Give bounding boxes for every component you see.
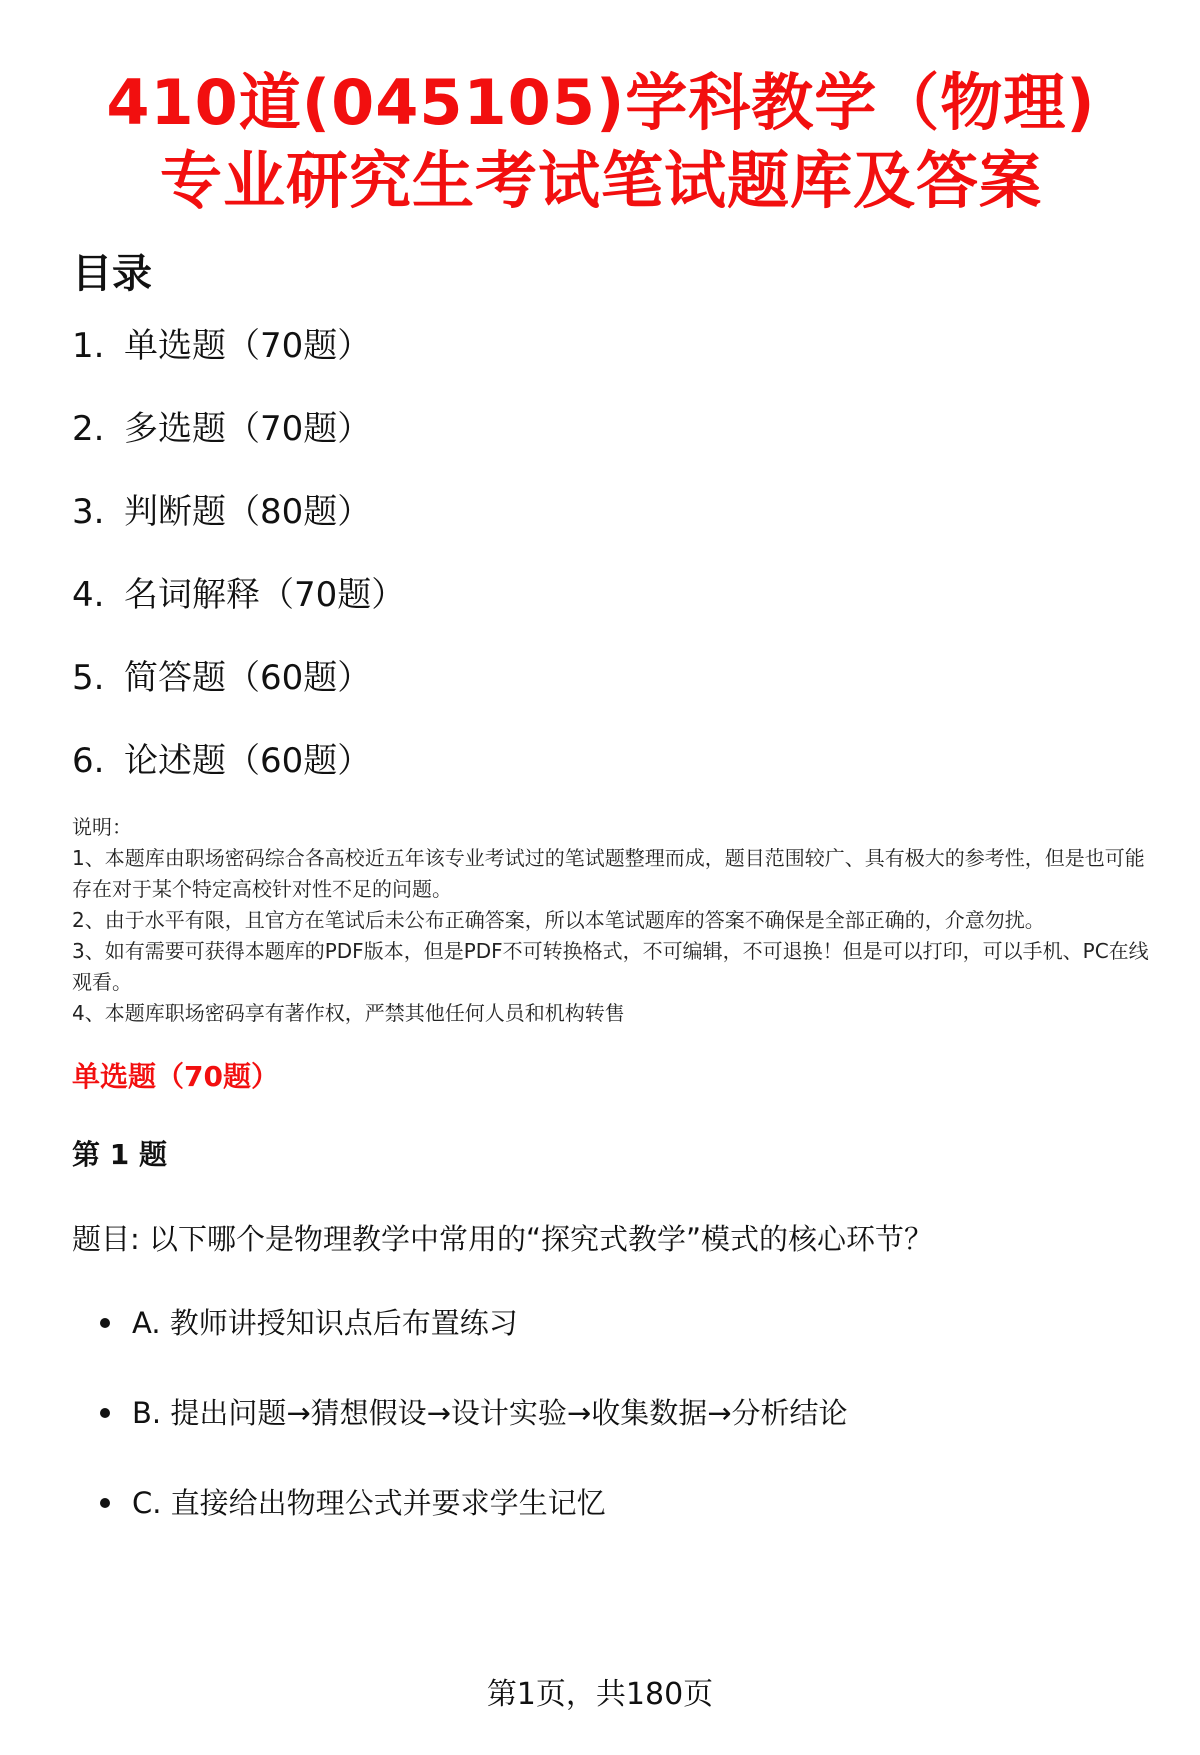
toc-item [72, 324, 1130, 368]
title-line-2: 专业研究生考试笔试题库及答案 [159, 144, 1042, 217]
answer-option [72, 1483, 1130, 1523]
toc-item-number: 6. [72, 741, 105, 781]
toc-item-label: 单选题（70题） [124, 326, 372, 366]
bullet-icon [100, 1408, 110, 1418]
notes-heading: 说明： [72, 815, 132, 839]
page-footer: 第1页，共180页 [486, 1677, 714, 1712]
question-stem: 题目: 以下哪个是物理教学中常用的“探究式教学”模式的核心环节？ [72, 1222, 934, 1256]
note-item: 2、由于水平有限，且官方在笔试后未公布正确答案，所以本笔试题库的答案不确保是全部正确的，介意勿扰。 [72, 908, 1045, 932]
toc-item-label: 判断题（80题） [124, 492, 372, 532]
toc-item-label: 多选题（70题） [124, 409, 372, 449]
document-title [72, 64, 1130, 220]
table-of-contents [72, 324, 1130, 783]
bullet-icon [100, 1498, 110, 1508]
note-item: 4、本题库职场密码享有著作权，严禁其他任何人员和机构转售 [72, 1001, 625, 1025]
toc-item-number: 5. [72, 658, 105, 698]
answer-option-text: C. 直接给出物理公式并要求学生记忆 [132, 1486, 606, 1520]
toc-item-number: 3. [72, 492, 105, 532]
toc-item-number: 4. [72, 575, 105, 615]
toc-item-label: 名词解释（70题） [124, 575, 406, 615]
answer-option-text: A. 教师讲授知识点后布置练习 [132, 1306, 518, 1340]
question-number: 第 1 题 [72, 1138, 167, 1171]
notes-block [72, 812, 1162, 1029]
answer-option [72, 1393, 1130, 1433]
toc-item [72, 407, 1130, 451]
toc-item-number: 2. [72, 409, 105, 449]
note-item: 1、本题库由职场密码综合各高校近五年该专业考试过的笔试题整理而成，题目范围较广、具有极大的参考性，但是也可能存在对于某个特定高校针对性不足的问题。 [72, 846, 1145, 901]
answer-option-text: B. 提出问题→猜想假设→设计实验→收集数据→分析结论 [132, 1396, 848, 1430]
toc-item [72, 656, 1130, 700]
toc-item-label: 简答题（60题） [124, 658, 372, 698]
title-line-1: 410道(045105)学科教学（物理) [106, 66, 1096, 139]
answer-option [72, 1303, 1130, 1343]
toc-item-number: 1. [72, 326, 105, 366]
section-heading: 单选题（70题） [72, 1060, 279, 1093]
toc-heading: 目录 [72, 251, 152, 297]
toc-item [72, 739, 1130, 783]
note-item: 3、如有需要可获得本题库的PDF版本，但是PDF不可转换格式，不可编辑，不可退换！但是可以打印，可以手机、PC在线观看。 [72, 939, 1149, 994]
answer-options [72, 1303, 1130, 1523]
toc-item-label: 论述题（60题） [124, 741, 372, 781]
bullet-icon [100, 1318, 110, 1328]
toc-item [72, 490, 1130, 534]
toc-item [72, 573, 1130, 617]
